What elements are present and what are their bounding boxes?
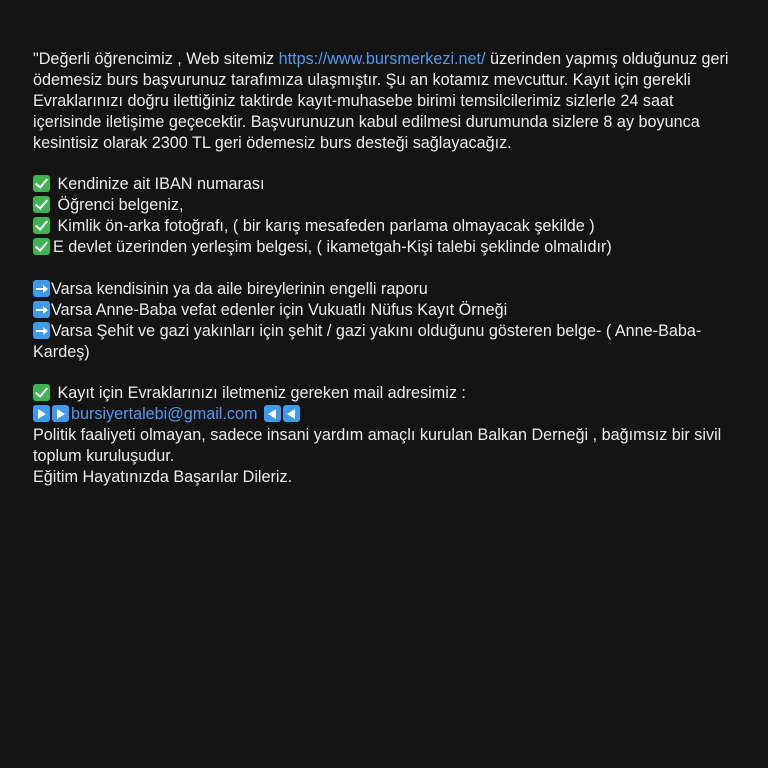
optional-doc-martyr: Varsa Şehit ve gazi yakınları için şehit / gazi yakını olduğunu gösteren belge- ( Anne-Baba-Kardeş) — [33, 321, 702, 361]
optional-doc-registry: Varsa Anne-Baba vefat edenler için Vukuatlı Nüfus Kayıt Örneği — [51, 300, 508, 319]
check-mark-icon — [33, 196, 50, 213]
footer-disclaimer: Politik faaliyeti olmayan, sadece insani yardım amaçlı kurulan Balkan Derneği , bağımsız bir sivil toplum kuruluşudur. — [33, 426, 722, 466]
list-item — [33, 321, 745, 363]
check-mark-icon — [33, 175, 50, 192]
email-link[interactable]: bursiyertalebi@gmail.com — [71, 405, 258, 424]
required-doc-residence: E devlet üzerinden yerleşim belgesi, ( ikametgah-Kişi talebi şeklinde olmalıdır) — [53, 238, 612, 257]
check-mark-icon — [33, 384, 50, 401]
intro-text-end: üzerinden yapmış olduğunuz geri ödemesiz burs başvurunuz tarafımıza ulaşmıştır. Şu an kotamız mevcuttur. Kayıt için gerekli Evraklarınızı doğru ilettiğiniz taktirde kayıt-muhasebe birimi temsilcilerimiz sizlerle 24 saat içerisinde iletişime geçecektir. Başvurunuzun kabul edilmesi durumunda sizlere 8 ay boyunca kesintisiz olarak 2300 TL geri ödemesiz burs desteği sağlayacağız. — [33, 50, 729, 152]
mail-label-line — [33, 383, 745, 404]
reverse-button-icon — [264, 405, 281, 422]
website-link[interactable]: https://www.bursmerkezi.net/ — [278, 50, 486, 68]
optional-docs-list — [33, 279, 745, 363]
right-arrow-icon — [33, 301, 50, 318]
spacer — [33, 363, 745, 384]
play-button-icon — [33, 405, 50, 422]
required-docs-list — [33, 174, 745, 258]
spacer — [33, 258, 745, 279]
list-item — [33, 279, 745, 300]
mail-section — [33, 383, 745, 425]
required-doc-iban: Kendinize ait IBAN numarası — [53, 175, 265, 194]
play-button-icon — [52, 405, 69, 422]
list-item — [33, 300, 745, 321]
check-mark-icon — [33, 217, 50, 234]
list-item — [33, 195, 745, 216]
footer-closing: Eğitim Hayatınızda Başarılar Dileriz. — [33, 468, 293, 487]
required-doc-id-photo: Kimlik ön-arka fotoğrafı, ( bir karış mesafeden parlama olmayacak şekilde ) — [53, 217, 595, 236]
intro-paragraph — [33, 49, 745, 154]
reverse-button-icon — [283, 405, 300, 422]
list-item — [33, 216, 745, 237]
optional-doc-disability: Varsa kendisinin ya da aile bireylerinin engelli raporu — [51, 279, 428, 298]
right-arrow-icon — [33, 280, 50, 297]
required-doc-student-cert: Öğrenci belgeniz, — [53, 196, 184, 215]
intro-text-start: "Değerli öğrencimiz , Web sitemiz — [33, 50, 279, 68]
mail-address-line — [33, 404, 745, 425]
list-item — [33, 174, 745, 195]
check-mark-icon — [33, 238, 50, 255]
spacer — [33, 154, 745, 175]
message-body — [33, 49, 745, 488]
right-arrow-icon — [33, 322, 50, 339]
mail-label: Kayıt için Evraklarınızı iletmeniz gereken mail adresimiz : — [53, 384, 466, 403]
list-item — [33, 237, 745, 258]
